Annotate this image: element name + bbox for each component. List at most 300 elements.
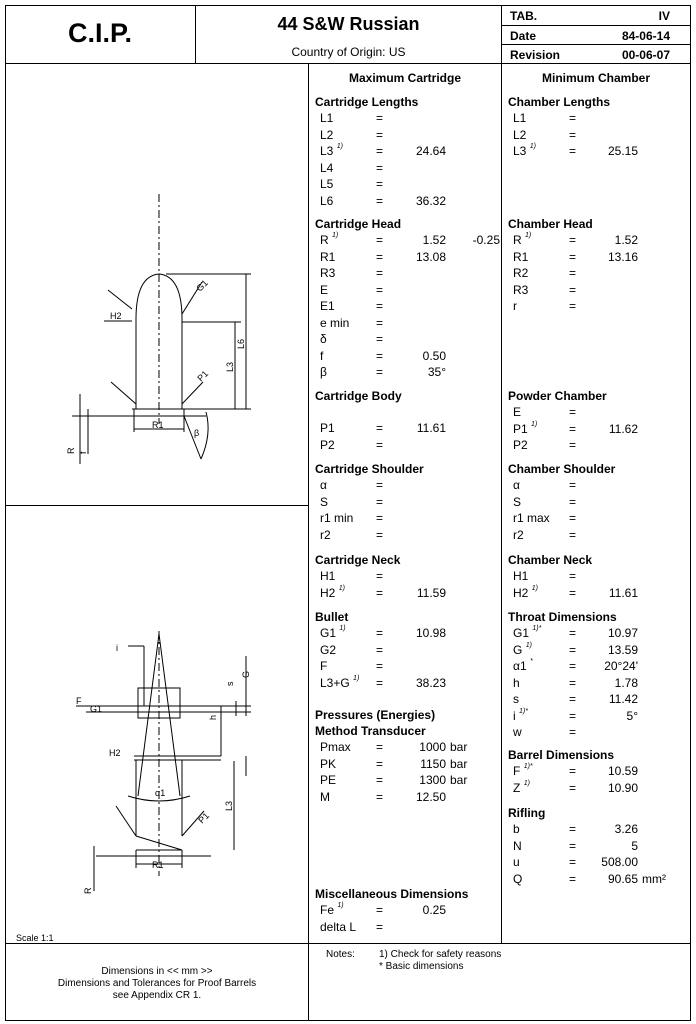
meta-rule-2 bbox=[501, 44, 691, 45]
label-r-chamber: R bbox=[83, 887, 93, 894]
dimension-symbol: δ bbox=[320, 332, 327, 346]
label-h2-chamber: H2 bbox=[109, 748, 121, 758]
equals-sign: = bbox=[376, 919, 384, 934]
unit-label: bar bbox=[450, 756, 468, 771]
dimension-name bbox=[320, 643, 336, 657]
section-title: Miscellaneous Dimensions bbox=[315, 887, 469, 901]
meta-revision-label: Revision bbox=[510, 48, 561, 62]
dimension-row bbox=[315, 250, 500, 266]
dimension-row bbox=[315, 299, 500, 315]
dimension-symbol: r2 bbox=[513, 527, 524, 542]
dimension-row bbox=[315, 773, 500, 789]
dimension-value: 1.52 bbox=[614, 233, 638, 247]
dimension-symbol: Pmax bbox=[320, 740, 351, 754]
dimension-row bbox=[508, 781, 688, 797]
dimension-row bbox=[508, 144, 688, 160]
section-title: Powder Chamber bbox=[508, 389, 607, 403]
dimension-row bbox=[315, 283, 500, 299]
dimension-name bbox=[320, 316, 349, 330]
section-title: Cartridge Shoulder bbox=[315, 462, 424, 476]
dimension-value: 5° bbox=[626, 708, 638, 723]
dimension-row bbox=[508, 438, 688, 454]
dimension-row bbox=[508, 725, 688, 741]
dimension-symbol: P1 bbox=[320, 421, 335, 435]
tolerance-value: -0.25 bbox=[472, 233, 500, 247]
notes-list bbox=[379, 949, 501, 973]
dimension-row bbox=[315, 349, 500, 365]
dimension-row bbox=[508, 855, 688, 871]
dimension-name bbox=[320, 177, 333, 191]
meta-revision-value: 00-06-07 bbox=[621, 48, 670, 62]
footnote-mark: 1)* bbox=[523, 763, 533, 770]
dimension-name bbox=[513, 266, 528, 280]
dimension-value: 1.78 bbox=[614, 675, 638, 690]
equals-sign: = bbox=[569, 421, 577, 436]
equals-sign: = bbox=[569, 527, 577, 542]
dimension-value: 1.52 bbox=[422, 233, 446, 247]
dimension-value: 11.59 bbox=[416, 585, 446, 600]
dimension-row bbox=[315, 161, 500, 177]
section-title: Cartridge Head bbox=[315, 217, 402, 231]
section-title: Cartridge Body bbox=[315, 389, 402, 403]
dimension-row bbox=[315, 194, 500, 210]
footnote-mark: 1) bbox=[531, 584, 538, 592]
dimension-symbol: R bbox=[513, 233, 522, 247]
equals-sign: = bbox=[569, 871, 577, 886]
dimension-symbol: PE bbox=[320, 773, 337, 787]
dimension-row bbox=[315, 920, 500, 936]
equals-sign: = bbox=[376, 675, 384, 690]
dimension-symbol: i bbox=[513, 708, 516, 723]
dimension-value: 3.26 bbox=[614, 822, 638, 836]
dimension-row bbox=[508, 586, 688, 602]
dimension-row bbox=[508, 422, 688, 438]
footnote-mark: 1) bbox=[523, 779, 530, 787]
dimension-row bbox=[315, 511, 500, 527]
dimension-row bbox=[508, 266, 688, 282]
dims-line-1: Dimensions in << mm >> bbox=[101, 966, 213, 977]
dimension-row bbox=[508, 764, 688, 780]
label-l3: L3 bbox=[225, 361, 235, 372]
equals-sign: = bbox=[376, 626, 384, 640]
dimension-symbol: E bbox=[320, 282, 329, 297]
equals-sign: = bbox=[376, 903, 384, 917]
dimension-value: 24.64 bbox=[415, 144, 446, 158]
dimension-row bbox=[508, 659, 688, 675]
equals-sign: = bbox=[376, 773, 384, 787]
equals-sign: = bbox=[376, 111, 384, 125]
cip-logo: C.I.P. bbox=[67, 17, 133, 48]
footnote-mark: 1) bbox=[332, 232, 339, 239]
dimension-row bbox=[315, 676, 500, 692]
footnote-mark: 1) bbox=[339, 625, 346, 632]
section-subtitle: Method Transducer bbox=[315, 724, 426, 738]
dimension-symbol: P1 bbox=[513, 421, 528, 436]
equals-sign: = bbox=[569, 249, 577, 264]
cartridge-title: 44 S&W Russian bbox=[277, 14, 420, 34]
equals-sign: = bbox=[569, 764, 577, 778]
dimension-row bbox=[315, 266, 500, 282]
label-f-throat: F bbox=[76, 696, 82, 706]
dimension-symbol: u bbox=[513, 855, 520, 869]
dimension-row bbox=[315, 365, 500, 381]
dimension-row bbox=[315, 903, 500, 919]
dimension-value: 508.00 bbox=[601, 855, 638, 869]
dimension-symbol: b bbox=[513, 822, 520, 836]
dimension-name bbox=[320, 299, 335, 313]
dimension-symbol: G2 bbox=[320, 642, 337, 657]
dimension-row bbox=[315, 177, 500, 193]
unit-label: mm² bbox=[642, 871, 666, 886]
dimension-symbol: R2 bbox=[513, 266, 529, 280]
dimension-symbol: L1 bbox=[513, 111, 527, 125]
dimension-symbol: e min bbox=[320, 315, 350, 330]
dimension-row bbox=[315, 144, 500, 160]
footnote-mark: 1) bbox=[531, 420, 538, 428]
notes-label: Notes: bbox=[326, 949, 355, 960]
equals-sign: = bbox=[376, 365, 384, 379]
dimension-row bbox=[508, 528, 688, 544]
label-beta: β bbox=[194, 428, 200, 438]
dimension-name bbox=[320, 438, 335, 452]
equals-sign: = bbox=[376, 494, 384, 509]
dimension-name bbox=[513, 405, 521, 419]
dimension-value: 13.16 bbox=[607, 249, 638, 264]
dimension-row bbox=[315, 316, 500, 332]
dimension-name bbox=[320, 283, 328, 297]
dimension-symbol: delta L bbox=[320, 919, 357, 934]
dimension-symbol: G1 bbox=[513, 626, 530, 640]
label-r1: R1 bbox=[152, 420, 164, 430]
label-f: f bbox=[78, 451, 88, 454]
dimensions-note bbox=[6, 966, 308, 1002]
section-title: Cartridge Lengths bbox=[315, 95, 419, 109]
dimension-row bbox=[315, 643, 500, 659]
equals-sign: = bbox=[376, 348, 384, 363]
equals-sign: = bbox=[376, 569, 384, 583]
dimension-symbol: f bbox=[320, 348, 324, 363]
dimension-symbol: PK bbox=[320, 756, 337, 771]
section-title: Pressures (Energies) bbox=[315, 708, 436, 722]
dimension-symbol: S bbox=[513, 494, 522, 509]
dimension-name bbox=[320, 511, 353, 525]
dimension-row bbox=[508, 250, 688, 266]
dimension-symbol: w bbox=[513, 725, 522, 739]
equals-sign: = bbox=[376, 144, 384, 158]
dimension-value: 13.08 bbox=[415, 249, 446, 264]
dimension-symbol: H2 bbox=[320, 585, 336, 600]
label-g: G bbox=[241, 670, 251, 678]
equals-sign: = bbox=[569, 282, 577, 297]
dimension-row bbox=[315, 528, 500, 544]
dimension-value: 1300 bbox=[419, 773, 446, 787]
equals-sign: = bbox=[376, 127, 384, 142]
dimension-symbol: Fe bbox=[320, 903, 335, 917]
dimension-name bbox=[320, 528, 331, 542]
dimension-symbol: r1 max bbox=[513, 511, 550, 525]
dimension-row bbox=[508, 405, 688, 421]
dimension-symbol: s bbox=[513, 692, 519, 706]
dimension-row bbox=[315, 757, 500, 773]
equals-sign: = bbox=[569, 725, 577, 739]
dimension-value: 25.15 bbox=[607, 144, 638, 158]
dimension-value: 38.23 bbox=[415, 675, 446, 690]
scale-label: Scale 1:1 bbox=[16, 933, 54, 943]
dimension-symbol: S bbox=[320, 494, 329, 509]
dimension-row bbox=[315, 495, 500, 511]
dimension-symbol: H1 bbox=[320, 569, 336, 583]
section-title: Chamber Lengths bbox=[508, 95, 611, 109]
dimension-symbol: L2 bbox=[513, 127, 527, 142]
label-r1-chamber: R1 bbox=[152, 860, 164, 870]
equals-sign: = bbox=[569, 692, 577, 706]
dimension-name bbox=[513, 511, 550, 525]
equals-sign: = bbox=[376, 511, 384, 525]
footnote-mark: 1) bbox=[525, 232, 532, 239]
equals-sign: = bbox=[569, 585, 577, 600]
equals-sign: = bbox=[376, 160, 384, 175]
dimension-value: 11.42 bbox=[608, 692, 638, 706]
dimension-row bbox=[508, 872, 688, 888]
dimension-row bbox=[315, 569, 500, 585]
meta-date-label: Date bbox=[510, 29, 537, 43]
dimension-row bbox=[508, 478, 688, 494]
dimension-symbol: P2 bbox=[320, 437, 335, 452]
dimension-symbol: L2 bbox=[320, 127, 334, 142]
section-title: Rifling bbox=[508, 806, 546, 820]
meta-tab-label: TAB. bbox=[510, 9, 538, 23]
label-s: s bbox=[225, 681, 235, 686]
dimension-name bbox=[320, 111, 333, 125]
note-2: * Basic dimensions bbox=[379, 961, 464, 972]
equals-sign: = bbox=[569, 659, 577, 673]
label-g1-throat: G1 bbox=[90, 704, 103, 714]
section-title: Barrel Dimensions bbox=[508, 748, 615, 762]
dimension-value: 1150 bbox=[420, 756, 446, 771]
equals-sign: = bbox=[376, 177, 384, 191]
equals-sign: = bbox=[376, 193, 384, 208]
equals-sign: = bbox=[569, 780, 577, 795]
dimension-row bbox=[508, 709, 688, 725]
dimension-value: 5 bbox=[631, 838, 638, 853]
equals-sign: = bbox=[569, 266, 577, 280]
meta-date-value: 84-06-14 bbox=[621, 29, 670, 43]
equals-sign: = bbox=[569, 478, 577, 492]
max-cartridge-heading: Maximum Cartridge bbox=[348, 71, 462, 85]
section-title: Chamber Head bbox=[508, 217, 593, 231]
equals-sign: = bbox=[376, 233, 384, 247]
dimension-row bbox=[315, 740, 500, 756]
dimension-symbol: L3 bbox=[513, 144, 527, 158]
dimension-name bbox=[513, 528, 524, 542]
footnote-mark: 1)* bbox=[519, 707, 528, 715]
dimension-symbol: h bbox=[513, 675, 520, 690]
equals-sign: = bbox=[569, 144, 577, 158]
dimension-symbol: L6 bbox=[320, 193, 334, 208]
dimension-symbol: α1 bbox=[513, 659, 527, 673]
header-divider-2 bbox=[501, 5, 502, 64]
dimension-row bbox=[508, 495, 688, 511]
dimension-symbol: R3 bbox=[320, 266, 336, 280]
equals-sign: = bbox=[376, 332, 384, 346]
dimension-row bbox=[315, 586, 500, 602]
dimension-row bbox=[508, 643, 688, 659]
dimension-symbol: Z bbox=[513, 780, 521, 795]
dimension-symbol: L3 bbox=[320, 144, 334, 158]
equals-sign: = bbox=[376, 642, 384, 657]
dimension-row bbox=[508, 233, 688, 249]
footnote-mark: 1) bbox=[525, 641, 532, 649]
dimension-symbol: H2 bbox=[513, 585, 529, 600]
dimension-row bbox=[315, 332, 500, 348]
equals-sign: = bbox=[569, 626, 577, 640]
equals-sign: = bbox=[569, 642, 577, 657]
equals-sign: = bbox=[569, 708, 577, 723]
dimension-row bbox=[508, 692, 688, 708]
label-h2: H2 bbox=[110, 311, 122, 321]
chamber-drawing bbox=[6, 506, 308, 936]
note-1: 1) Check for safety reasons bbox=[379, 949, 502, 960]
dimension-name bbox=[513, 111, 526, 125]
dimension-row bbox=[315, 421, 500, 437]
equals-sign: = bbox=[569, 233, 577, 247]
equals-sign: = bbox=[376, 315, 384, 330]
dimension-value: 10.59 bbox=[607, 764, 638, 778]
unit-label: bar bbox=[450, 740, 468, 754]
dimension-value: 10.90 bbox=[607, 780, 638, 795]
equals-sign: = bbox=[376, 421, 384, 435]
dimension-value: 90.65 bbox=[607, 871, 638, 886]
dimension-symbol: Q bbox=[513, 871, 523, 886]
dimension-name bbox=[513, 495, 521, 509]
label-alpha1: α1 bbox=[155, 788, 166, 798]
equals-sign: = bbox=[376, 299, 384, 313]
dimension-symbol: α bbox=[513, 478, 520, 492]
country-of-origin: Country of Origin: US bbox=[291, 45, 406, 59]
equals-sign: = bbox=[569, 299, 577, 313]
equals-sign: = bbox=[376, 478, 384, 492]
dimension-symbol: L3+G bbox=[320, 675, 350, 690]
dimension-row bbox=[508, 511, 688, 527]
body-divider-center bbox=[501, 63, 502, 943]
dimension-row bbox=[315, 233, 500, 249]
label-g1: G1 bbox=[194, 277, 210, 294]
dimension-name bbox=[513, 283, 528, 297]
dimension-name bbox=[513, 725, 522, 739]
unit-label: bar bbox=[450, 773, 468, 787]
dimension-symbol: L1 bbox=[320, 111, 334, 125]
frame-bottom bbox=[5, 1020, 691, 1021]
equals-sign: = bbox=[569, 838, 577, 853]
section-title: Cartridge Neck bbox=[315, 553, 401, 567]
dimension-row bbox=[508, 111, 688, 127]
dimension-name bbox=[513, 569, 528, 583]
dimension-name bbox=[320, 495, 328, 509]
equals-sign: = bbox=[569, 675, 577, 690]
dimension-row bbox=[508, 299, 688, 315]
footnote-mark: 1) bbox=[336, 143, 343, 150]
dimension-symbol: M bbox=[320, 789, 330, 804]
dimension-row bbox=[508, 626, 688, 642]
dimension-symbol: L4 bbox=[320, 160, 334, 175]
label-p1: P1 bbox=[195, 368, 211, 384]
dimension-row bbox=[508, 283, 688, 299]
equals-sign: = bbox=[376, 659, 384, 673]
dimension-value: 10.98 bbox=[415, 626, 446, 640]
section-title: Throat Dimensions bbox=[508, 610, 617, 624]
dimension-symbol: r1 min bbox=[320, 511, 354, 525]
label-p1-chamber: P1 bbox=[196, 810, 212, 826]
dimension-row bbox=[315, 111, 500, 127]
equals-sign: = bbox=[376, 527, 384, 542]
dimension-value: 0.25 bbox=[422, 903, 446, 917]
dimension-name bbox=[513, 128, 526, 142]
label-h: h bbox=[208, 714, 218, 720]
dimension-name bbox=[320, 266, 335, 280]
equals-sign: = bbox=[376, 789, 384, 804]
dimension-value: 13.59 bbox=[607, 642, 638, 657]
equals-sign: = bbox=[569, 822, 577, 836]
dimension-symbol: P2 bbox=[513, 438, 528, 452]
dimension-symbol: F bbox=[320, 659, 328, 673]
dimension-symbol: H1 bbox=[513, 569, 529, 583]
equals-sign: = bbox=[569, 127, 577, 142]
dimension-name bbox=[320, 161, 333, 175]
dimension-name bbox=[513, 438, 528, 452]
dimension-symbol: E1 bbox=[320, 299, 335, 313]
label-l3-chamber: L3 bbox=[224, 800, 234, 811]
section-title: Chamber Shoulder bbox=[508, 462, 616, 476]
dimension-row bbox=[315, 438, 500, 454]
section-title: Bullet bbox=[315, 610, 349, 624]
dimension-symbol: α bbox=[320, 478, 327, 492]
dimension-value: 0.50 bbox=[422, 348, 446, 363]
section-title: Chamber Neck bbox=[508, 553, 593, 567]
equals-sign: = bbox=[376, 282, 384, 297]
dims-line-2: Dimensions and Tolerances for Proof Barrels bbox=[57, 978, 257, 989]
cartridge-drawing bbox=[6, 64, 308, 505]
dimension-symbol: R1 bbox=[320, 249, 336, 264]
equals-sign: = bbox=[376, 740, 384, 754]
dimension-symbol: G bbox=[513, 642, 523, 657]
equals-sign: = bbox=[376, 585, 384, 600]
footnote-mark: 1) bbox=[338, 584, 345, 592]
label-i: i bbox=[116, 643, 118, 653]
dimension-symbol: L5 bbox=[320, 177, 334, 191]
dimension-symbol: r2 bbox=[320, 527, 331, 542]
equals-sign: = bbox=[376, 266, 384, 280]
dimension-value: 12.50 bbox=[415, 789, 446, 804]
equals-sign: = bbox=[376, 249, 384, 264]
dimension-name bbox=[320, 478, 327, 492]
footnote-mark: 1) bbox=[529, 143, 536, 150]
dimension-row bbox=[315, 790, 500, 806]
dimension-symbol: G1 bbox=[320, 626, 337, 640]
equals-sign: = bbox=[569, 438, 577, 452]
footer-rule bbox=[5, 943, 691, 944]
dimension-name bbox=[320, 659, 327, 673]
dimension-name bbox=[320, 920, 356, 934]
label-r: R bbox=[66, 447, 76, 454]
dimension-value: 11.61 bbox=[608, 585, 638, 600]
dimension-row bbox=[508, 839, 688, 855]
footnote-mark: 1) bbox=[353, 674, 360, 682]
dimension-symbol: E bbox=[513, 405, 522, 419]
dimension-name bbox=[320, 332, 327, 346]
dimension-row bbox=[315, 128, 500, 144]
dimension-row bbox=[315, 626, 500, 642]
dimension-row bbox=[508, 569, 688, 585]
